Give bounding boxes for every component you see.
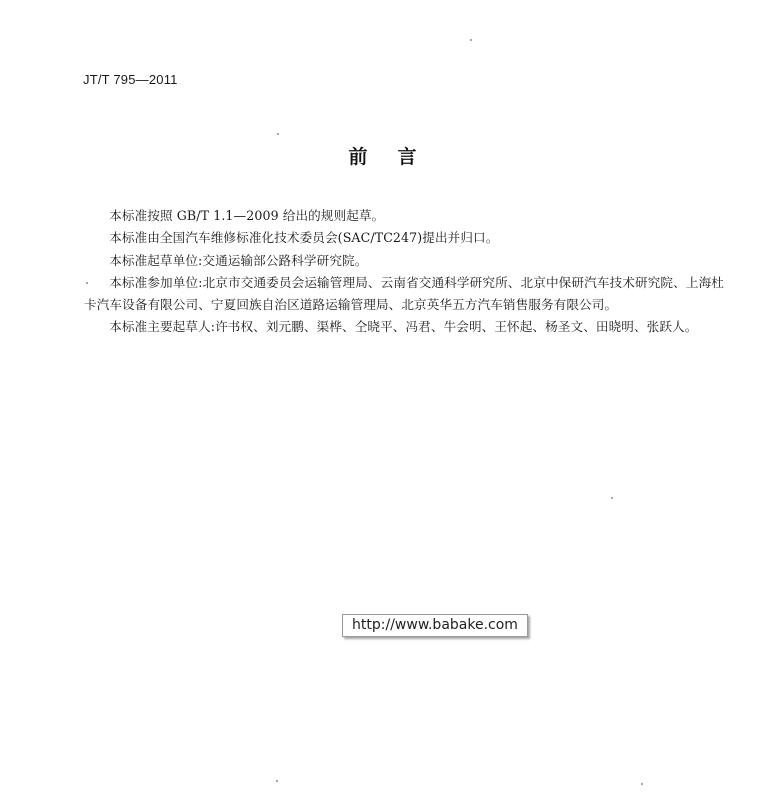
paragraph-proposer: 本标准由全国汽车维修标准化技术委员会(SAC/TC247)提出并归口。 (109, 230, 499, 246)
foreword-body (84, 205, 724, 339)
paragraph-drafting-rules: 本标准按照 GB/T 1.1—2009 给出的规则起草。 (109, 208, 385, 223)
scan-speck (470, 39, 472, 41)
scan-speck (86, 282, 88, 284)
standard-code: JT/T 795—2011 (83, 72, 178, 87)
paragraph-drafting-unit: 本标准起草单位:交通运输部公路科学研究院。 (109, 252, 368, 268)
scan-speck (277, 133, 279, 135)
paragraph-main-drafters: 本标准主要起草人:许书权、刘元鹏、渠桦、仝晓平、冯君、牛会明、王怀起、杨圣文、田晓明、张跃人。 (109, 319, 698, 335)
watermark-url-label: http://www.babake.com (342, 614, 528, 637)
scan-speck (641, 783, 643, 785)
scan-speck (611, 497, 613, 499)
page-title: 前言 (348, 146, 447, 168)
paragraph-participating-units: 本标准参加单位:北京市交通委员会运输管理局、云南省交通科学研究所、北京中保研汽车技术研究院、上海杜卡汽车设备有限公司、宁夏回族自治区道路运输管理局、北京英华五方汽车销售服务有限公司。 (84, 274, 724, 313)
scan-speck (276, 780, 278, 782)
